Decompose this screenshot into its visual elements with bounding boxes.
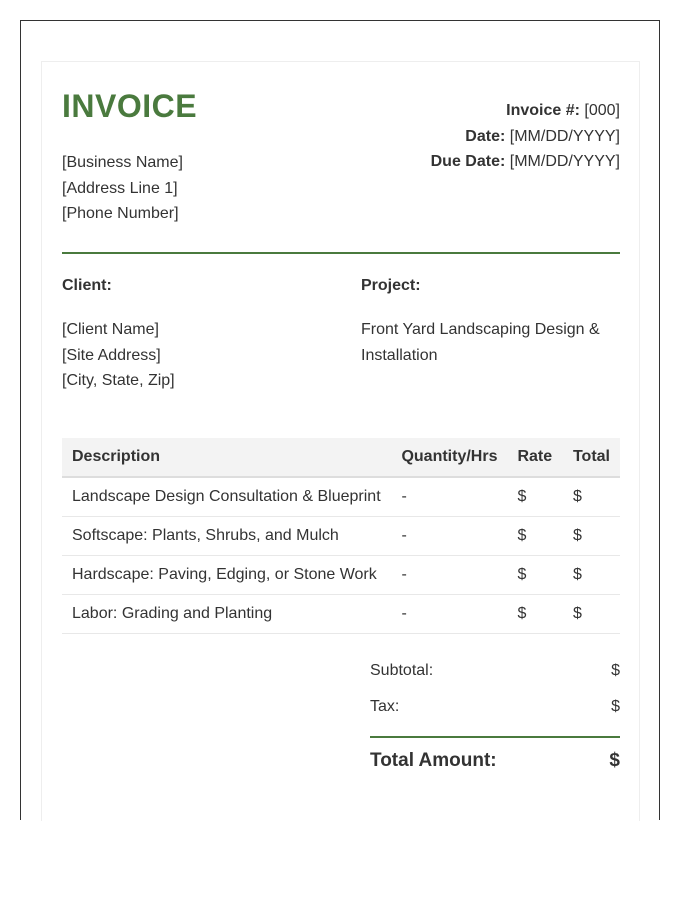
- item-quantity: -: [391, 477, 507, 517]
- invoice-date-row: [431, 124, 620, 150]
- item-quantity: -: [391, 517, 507, 556]
- item-description: Softscape: Plants, Shrubs, and Mulch: [62, 517, 391, 556]
- tax-row: [370, 691, 620, 727]
- item-total: $: [563, 517, 620, 556]
- item-total: $: [563, 556, 620, 595]
- item-rate: $: [507, 595, 562, 634]
- column-header-description: Description: [62, 438, 391, 477]
- column-header-total: Total: [563, 438, 620, 477]
- client-info: [62, 317, 175, 394]
- table-row: [62, 517, 620, 556]
- item-quantity: -: [391, 595, 507, 634]
- invoice-meta: [431, 98, 620, 175]
- invoice-date-label: Date:: [465, 127, 506, 145]
- table-row: [62, 477, 620, 517]
- column-header-quantity: Quantity/Hrs: [391, 438, 507, 477]
- subtotal-label: Subtotal:: [370, 662, 434, 679]
- column-header-rate: Rate: [507, 438, 562, 477]
- item-description: Labor: Grading and Planting: [62, 595, 391, 634]
- due-date-label: Due Date:: [430, 153, 506, 170]
- totals-summary: [370, 655, 620, 778]
- invoice-number-value: [000]: [584, 102, 620, 119]
- item-rate: $: [507, 556, 562, 595]
- invoice-title: INVOICE: [62, 88, 198, 124]
- header-divider: [62, 252, 620, 254]
- project-heading: Project:: [361, 277, 421, 294]
- business-info: [62, 150, 183, 227]
- project-description: Front Yard Landscaping Design & Installation: [361, 321, 600, 364]
- table-header-row: [62, 438, 620, 477]
- client-city-state-zip: [City, State, Zip]: [62, 372, 175, 389]
- business-phone: [Phone Number]: [62, 205, 179, 222]
- client-heading: Client:: [62, 277, 112, 294]
- tax-value: $: [611, 698, 620, 715]
- client-name: [Client Name]: [62, 321, 159, 338]
- business-name: [Business Name]: [62, 154, 183, 171]
- invoice-number-row: [431, 98, 620, 124]
- item-description: Landscape Design Consultation & Blueprint: [62, 477, 391, 517]
- line-items-table: [62, 438, 620, 634]
- table-row: [62, 595, 620, 634]
- item-description: Hardscape: Paving, Edging, or Stone Work: [62, 556, 391, 595]
- due-date-row: [431, 149, 620, 175]
- client-site-address: [Site Address]: [62, 346, 161, 364]
- subtotal-row: [370, 655, 620, 691]
- subtotal-value: $: [611, 662, 620, 679]
- total-amount-label: Total Amount:: [370, 750, 497, 771]
- tax-label: Tax:: [370, 698, 400, 715]
- item-total: $: [563, 595, 620, 634]
- business-address: [Address Line 1]: [62, 179, 178, 197]
- total-amount-value: $: [609, 750, 620, 771]
- invoice-date-value: [MM/DD/YYYY]: [509, 127, 620, 145]
- item-total: $: [563, 477, 620, 517]
- total-amount-row: [370, 738, 620, 778]
- invoice-number-label: Invoice #:: [506, 102, 580, 119]
- item-rate: $: [507, 477, 562, 517]
- table-row: [62, 556, 620, 595]
- item-quantity: -: [391, 556, 507, 595]
- due-date-value: [MM/DD/YYYY]: [509, 153, 620, 170]
- item-rate: $: [507, 517, 562, 556]
